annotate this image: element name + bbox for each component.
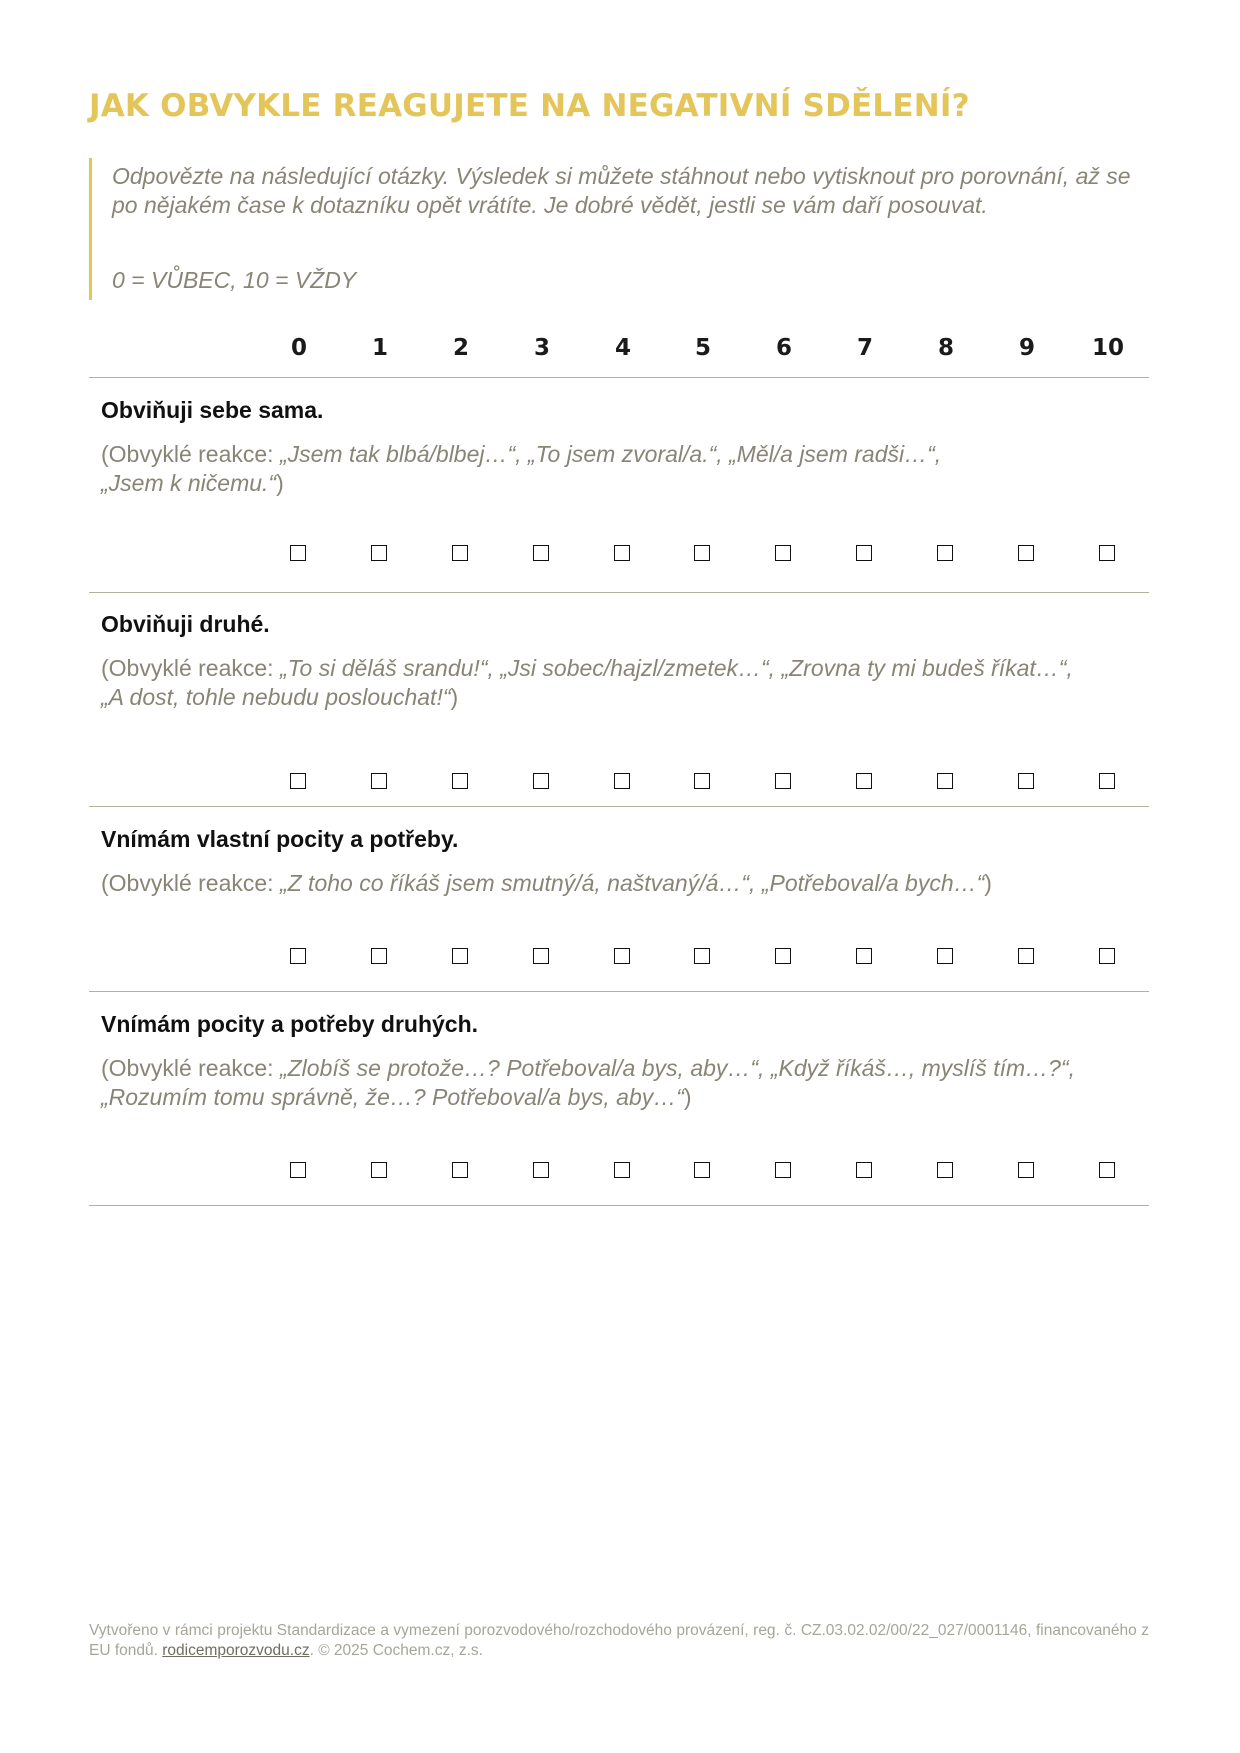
question-examples [101, 869, 1141, 898]
divider [89, 377, 1149, 378]
examples-end: ) [984, 870, 992, 896]
question-examples [101, 1054, 1141, 1112]
rating-checkbox-8[interactable] [937, 1162, 953, 1178]
rating-checkbox-8[interactable] [937, 545, 953, 561]
examples-lead: (Obvyklé reakce: [101, 870, 280, 896]
rating-checkbox-6[interactable] [775, 1162, 791, 1178]
footer-copyright: . © 2025 Cochem.cz, z.s. [309, 1642, 483, 1659]
examples-quotes-2: „Rozumím tomu správně, že…? Potřeboval/a bys, aby…“ [101, 1084, 684, 1110]
question-title: Vnímám vlastní pocity a potřeby. [101, 826, 459, 852]
rating-checkbox-5[interactable] [694, 545, 710, 561]
rating-checkbox-6[interactable] [775, 773, 791, 789]
page-title: JAK OBVYKLE REAGUJETE NA NEGATIVNÍ SDĚLENÍ? [89, 88, 970, 124]
divider [89, 991, 1149, 992]
rating-checkbox-7[interactable] [856, 773, 872, 789]
rating-checkbox-0[interactable] [290, 948, 306, 964]
examples-quotes-2: „Jsem k ničemu.“ [101, 470, 277, 496]
rating-checkbox-1[interactable] [371, 948, 387, 964]
scale-label-8: 8 [937, 335, 954, 361]
rating-checkbox-9[interactable] [1018, 948, 1034, 964]
question-examples [101, 440, 1141, 498]
rating-checkbox-0[interactable] [290, 1162, 306, 1178]
question-title: Obviňuji sebe sama. [101, 397, 324, 423]
scale-label-2: 2 [452, 335, 469, 361]
intro-block [89, 158, 1149, 300]
examples-end: ) [276, 470, 284, 496]
rating-checkbox-10[interactable] [1099, 948, 1115, 964]
rating-checkbox-2[interactable] [452, 545, 468, 561]
footer-note [89, 1621, 1149, 1661]
rating-checkbox-8[interactable] [937, 773, 953, 789]
scale-label-3: 3 [533, 335, 550, 361]
examples-end: ) [683, 1084, 692, 1110]
examples-quotes: „To si děláš srandu!“, „Jsi sobec/hajzl/zmetek…“, „Zrovna ty mi budeš říkat…“, [279, 655, 1073, 681]
rating-checkbox-4[interactable] [614, 948, 630, 964]
scale-label-1: 1 [371, 335, 388, 361]
examples-lead: (Obvyklé reakce: [101, 1055, 280, 1081]
rating-checkbox-9[interactable] [1018, 773, 1034, 789]
examples-quotes-2: „A dost, tohle nebudu poslouchat!“ [101, 684, 451, 710]
intro-text: Odpovězte na následující otázky. Výsledek si můžete stáhnout nebo vytisknout pro porovnání, až se po nějakém čase k dotazníku opět vrátíte. Je dobré vědět, jestli se vám daří posouvat. [112, 163, 1131, 218]
examples-lead: (Obvyklé reakce: [101, 441, 280, 467]
scale-label-10: 10 [1091, 335, 1124, 361]
rating-checkbox-3[interactable] [533, 1162, 549, 1178]
rating-checkbox-6[interactable] [775, 948, 791, 964]
rating-checkbox-7[interactable] [856, 948, 872, 964]
rating-checkbox-7[interactable] [856, 545, 872, 561]
rating-checkbox-4[interactable] [614, 1162, 630, 1178]
scale-label-6: 6 [775, 335, 792, 361]
rating-checkbox-5[interactable] [694, 773, 710, 789]
rating-checkbox-2[interactable] [452, 948, 468, 964]
divider [89, 1205, 1149, 1206]
rating-checkbox-1[interactable] [371, 773, 387, 789]
rating-checkbox-4[interactable] [614, 773, 630, 789]
footer-link[interactable]: rodicemporozvodu.cz [162, 1642, 310, 1659]
examples-quotes: „Zlobíš se protože…? Potřeboval/a bys, aby…“, „Když říkáš…, myslíš tím…?“, [279, 1055, 1075, 1081]
divider [89, 806, 1149, 807]
rating-checkbox-2[interactable] [452, 773, 468, 789]
rating-checkbox-1[interactable] [371, 545, 387, 561]
rating-checkbox-5[interactable] [694, 1162, 710, 1178]
scale-label-7: 7 [856, 335, 873, 361]
rating-checkbox-8[interactable] [937, 948, 953, 964]
question-title: Vnímám pocity a potřeby druhých. [101, 1011, 479, 1037]
rating-checkbox-10[interactable] [1099, 545, 1115, 561]
rating-checkbox-10[interactable] [1099, 1162, 1115, 1178]
rating-checkbox-0[interactable] [290, 773, 306, 789]
rating-checkbox-9[interactable] [1018, 545, 1034, 561]
scale-label-9: 9 [1018, 335, 1035, 361]
examples-end: ) [450, 684, 459, 710]
scale-label-5: 5 [694, 335, 711, 361]
scale-label-0: 0 [290, 335, 307, 361]
rating-checkbox-1[interactable] [371, 1162, 387, 1178]
rating-checkbox-3[interactable] [533, 948, 549, 964]
rating-checkbox-5[interactable] [694, 948, 710, 964]
rating-checkbox-10[interactable] [1099, 773, 1115, 789]
rating-checkbox-9[interactable] [1018, 1162, 1034, 1178]
rating-checkbox-4[interactable] [614, 545, 630, 561]
question-title: Obviňuji druhé. [101, 611, 270, 637]
divider [89, 592, 1149, 593]
examples-quotes: „Jsem tak blbá/blbej…“, „To jsem zvoral/a.“, „Měl/a jsem radši…“, [279, 441, 942, 467]
scale-header [89, 335, 1149, 379]
scale-label-4: 4 [614, 335, 631, 361]
rating-checkbox-6[interactable] [775, 545, 791, 561]
examples-quotes: „Z toho co říkáš jsem smutný/á, naštvaný/á…“, „Potřeboval/a bych…“ [279, 870, 985, 896]
examples-lead: (Obvyklé reakce: [101, 655, 280, 681]
footer-text: Vytvořeno v rámci projektu Standardizace a vymezení porozvodového/rozchodového provázení, reg. č. CZ.03.02.02/00/22_027/0001146, financovaného z EU fondů. [89, 1622, 1149, 1659]
rating-checkbox-3[interactable] [533, 545, 549, 561]
rating-checkbox-2[interactable] [452, 1162, 468, 1178]
rating-checkbox-3[interactable] [533, 773, 549, 789]
scale-note: 0 = VŮBEC, 10 = VŽDY [112, 267, 357, 293]
rating-checkbox-7[interactable] [856, 1162, 872, 1178]
rating-checkbox-0[interactable] [290, 545, 306, 561]
question-examples [101, 654, 1141, 712]
